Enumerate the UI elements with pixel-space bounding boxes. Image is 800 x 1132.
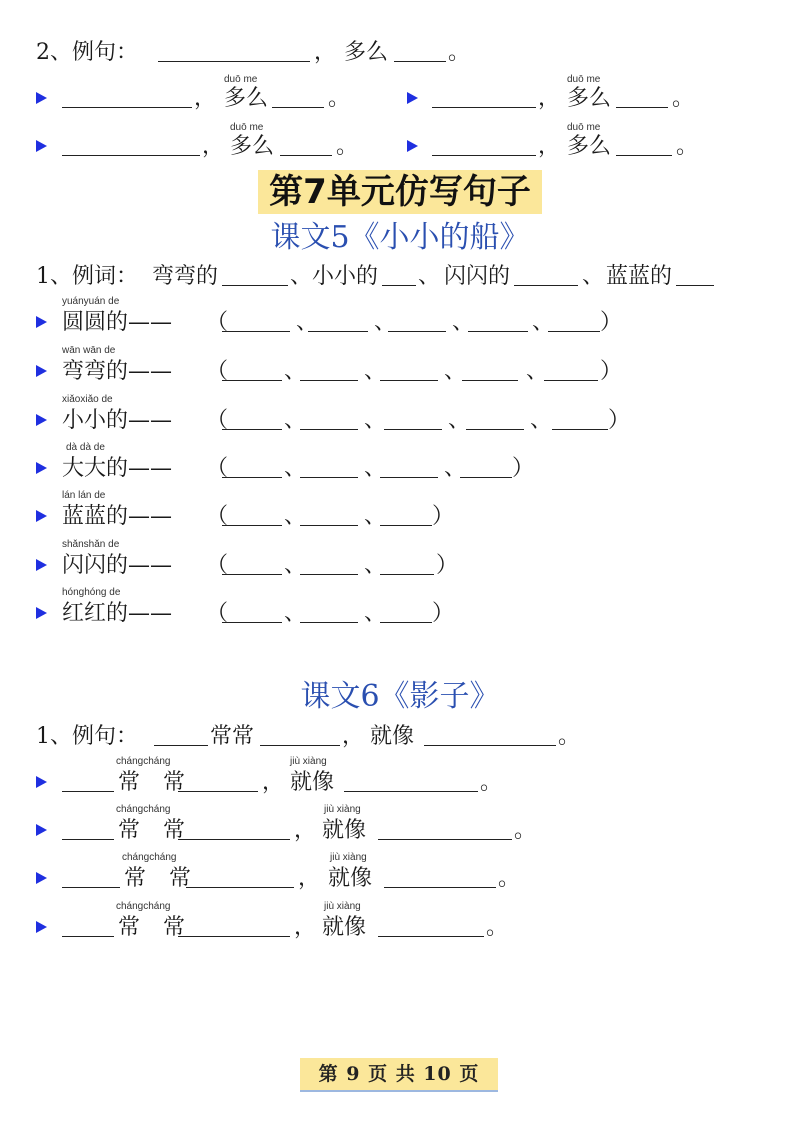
period: 。 (558, 724, 581, 749)
word-changchang: 常 常 (124, 866, 199, 891)
word-changchang: 常 常 (118, 770, 193, 795)
blank[interactable] (62, 819, 114, 840)
blank[interactable] (222, 554, 282, 575)
lesson-title: 课文5《小小的船》 (270, 220, 530, 255)
separator: 、 (448, 408, 471, 433)
comma: ， (262, 770, 285, 795)
pinyin: wān wān de (62, 345, 116, 356)
word-jiuxiang: 就像 (370, 724, 415, 749)
bullet-arrow-icon (407, 92, 418, 104)
separator: 、 (418, 264, 441, 289)
period: 。 (480, 770, 503, 795)
bullet-arrow-icon (36, 462, 47, 474)
blank[interactable] (222, 311, 290, 332)
period: 。 (672, 86, 695, 111)
pinyin: shǎnshǎn de (62, 539, 120, 550)
blank[interactable] (62, 771, 114, 792)
separator: 、 (532, 310, 555, 335)
comma: ， (294, 818, 317, 843)
example-prefix: 1、例句： (36, 724, 138, 749)
word-item: 圆圆的—— (62, 310, 173, 335)
bullet-arrow-icon (36, 365, 47, 377)
paren-close: ） (512, 456, 535, 481)
separator: 、 (284, 553, 307, 578)
pinyin: chángcháng (116, 756, 171, 767)
blank[interactable] (378, 916, 484, 937)
comma: ， (298, 866, 321, 891)
blank[interactable] (548, 311, 600, 332)
period: 。 (514, 818, 537, 843)
blank[interactable] (380, 457, 438, 478)
page-number: 第 9 页 共 10 页 (300, 1058, 498, 1092)
blank[interactable] (178, 916, 290, 937)
blank[interactable] (280, 135, 332, 156)
pinyin: hónghóng de (62, 587, 121, 598)
paren-open: （ (206, 310, 229, 335)
blank[interactable] (424, 725, 556, 746)
word-item: 闪闪的—— (62, 553, 173, 578)
blank[interactable] (466, 409, 524, 430)
unit-title: 第7单元仿写句子 (258, 170, 542, 214)
pinyin: chángcháng (116, 804, 171, 815)
blank[interactable] (158, 41, 310, 62)
pinyin: jiù xiàng (324, 804, 361, 815)
word-item: 大大的—— (62, 456, 173, 481)
separator: 、 (530, 408, 553, 433)
blank[interactable] (380, 554, 434, 575)
blank[interactable] (676, 265, 714, 286)
blank[interactable] (432, 135, 536, 156)
word-item: 小小的—— (62, 408, 173, 433)
word-jiuxiang: 就像 (322, 915, 367, 940)
blank[interactable] (308, 311, 368, 332)
comma: ， (538, 86, 561, 111)
example-prefix: 1、例词： (36, 264, 138, 289)
blank[interactable] (178, 771, 258, 792)
blank[interactable] (394, 41, 446, 62)
bullet-arrow-icon (407, 140, 418, 152)
blank[interactable] (382, 265, 416, 286)
blank[interactable] (222, 602, 282, 623)
blank[interactable] (222, 457, 282, 478)
paren-close: ） (432, 504, 455, 529)
word-changchang: 常常 (210, 724, 255, 749)
blank[interactable] (380, 505, 432, 526)
blank[interactable] (388, 311, 446, 332)
bullet-arrow-icon (36, 414, 47, 426)
separator: 、 (364, 456, 387, 481)
word-jiuxiang: 就像 (322, 818, 367, 843)
blank[interactable] (300, 554, 358, 575)
period: 。 (328, 86, 351, 111)
comma: ， (538, 134, 561, 159)
bullet-arrow-icon (36, 776, 47, 788)
pinyin: jiù xiàng (290, 756, 327, 767)
paren-close: ） (608, 408, 631, 433)
bullet-arrow-icon (36, 92, 47, 104)
word-jiuxiang: 就像 (290, 770, 335, 795)
word-duome: 多么 (344, 40, 389, 65)
bullet-arrow-icon (36, 559, 47, 571)
blank[interactable] (552, 409, 608, 430)
paren-open: （ (206, 553, 229, 578)
pinyin: jiù xiàng (330, 852, 367, 863)
blank[interactable] (222, 360, 282, 381)
period: 。 (498, 866, 521, 891)
blank[interactable] (222, 409, 282, 430)
word-duome: 多么 (567, 134, 612, 159)
blank[interactable] (380, 602, 432, 623)
word-jiuxiang: 就像 (328, 866, 373, 891)
blank[interactable] (344, 771, 478, 792)
blank[interactable] (260, 725, 340, 746)
blank[interactable] (378, 819, 512, 840)
word-changchang: 常 常 (118, 915, 193, 940)
paren-open: （ (206, 601, 229, 626)
blank[interactable] (460, 457, 512, 478)
paren-open: （ (206, 456, 229, 481)
blank[interactable] (178, 819, 290, 840)
pinyin: xiǎoxiǎo de (62, 394, 113, 405)
blank[interactable] (432, 87, 536, 108)
period: 。 (486, 915, 509, 940)
blank[interactable] (300, 602, 358, 623)
pinyin: chángcháng (116, 901, 171, 912)
blank[interactable] (300, 457, 358, 478)
blank[interactable] (62, 87, 192, 108)
word-duome: 多么 (224, 86, 269, 111)
blank[interactable] (384, 867, 496, 888)
separator: 、 (284, 359, 307, 384)
blank[interactable] (380, 360, 438, 381)
separator: 、 (284, 456, 307, 481)
blank[interactable] (300, 409, 358, 430)
blank[interactable] (62, 867, 120, 888)
comma: ， (314, 40, 337, 65)
blank[interactable] (62, 135, 200, 156)
bullet-arrow-icon (36, 316, 47, 328)
period: 。 (676, 134, 699, 159)
comma: ， (342, 724, 365, 749)
blank[interactable] (186, 867, 294, 888)
example-word: 小小的 (312, 264, 379, 289)
separator: 、 (444, 359, 467, 384)
bullet-arrow-icon (36, 921, 47, 933)
blank[interactable] (300, 505, 358, 526)
separator: 、 (290, 264, 313, 289)
bullet-arrow-icon (36, 824, 47, 836)
comma: ， (194, 86, 217, 111)
separator: 、 (374, 310, 397, 335)
bullet-arrow-icon (36, 607, 47, 619)
pinyin: chángcháng (122, 852, 177, 863)
paren-open: （ (206, 359, 229, 384)
separator: 、 (296, 310, 319, 335)
blank[interactable] (62, 916, 114, 937)
pinyin-duome: duō me (224, 74, 258, 85)
pinyin-duome: duō me (567, 74, 601, 85)
word-duome: 多么 (230, 134, 275, 159)
separator: 、 (364, 553, 387, 578)
blank[interactable] (514, 265, 578, 286)
separator: 、 (364, 601, 387, 626)
blank[interactable] (468, 311, 528, 332)
example-word: 闪闪的 (444, 264, 511, 289)
separator: 、 (444, 456, 467, 481)
blank[interactable] (462, 360, 518, 381)
period: 。 (448, 40, 471, 65)
blank[interactable] (272, 87, 324, 108)
blank[interactable] (616, 87, 668, 108)
separator: 、 (364, 359, 387, 384)
pinyin: jiù xiàng (324, 901, 361, 912)
bullet-arrow-icon (36, 872, 47, 884)
word-duome: 多么 (567, 86, 612, 111)
separator: 、 (452, 310, 475, 335)
separator: 、 (284, 601, 307, 626)
paren-close: ） (432, 601, 455, 626)
bullet-arrow-icon (36, 510, 47, 522)
blank[interactable] (384, 409, 442, 430)
bullet-arrow-icon (36, 140, 47, 152)
blank[interactable] (222, 505, 282, 526)
pinyin: dà dà de (66, 442, 105, 453)
blank[interactable] (300, 360, 358, 381)
example-word: 弯弯的 (152, 264, 219, 289)
example-prefix: 2、例句： (36, 40, 138, 65)
paren-close: ） (436, 553, 459, 578)
blank[interactable] (222, 265, 288, 286)
separator: 、 (284, 504, 307, 529)
paren-close: ） (600, 310, 623, 335)
pinyin-duome: duō me (230, 122, 264, 133)
word-item: 弯弯的—— (62, 359, 173, 384)
word-changchang: 常 常 (118, 818, 193, 843)
comma: ， (202, 134, 225, 159)
word-item: 红红的—— (62, 601, 173, 626)
paren-open: （ (206, 504, 229, 529)
pinyin-duome: duō me (567, 122, 601, 133)
separator: 、 (284, 408, 307, 433)
example-word: 蓝蓝的 (606, 264, 673, 289)
lesson-title: 课文6《影子》 (300, 679, 500, 714)
word-item: 蓝蓝的—— (62, 504, 173, 529)
separator: 、 (364, 408, 387, 433)
pinyin: lán lán de (62, 490, 106, 501)
comma: ， (294, 915, 317, 940)
separator: 、 (582, 264, 605, 289)
pinyin: yuányuán de (62, 296, 120, 307)
separator: 、 (364, 504, 387, 529)
paren-open: （ (206, 408, 229, 433)
blank[interactable] (616, 135, 672, 156)
period: 。 (336, 134, 359, 159)
separator: 、 (526, 359, 549, 384)
blank[interactable] (154, 725, 208, 746)
paren-close: ） (600, 359, 623, 384)
blank[interactable] (544, 360, 598, 381)
